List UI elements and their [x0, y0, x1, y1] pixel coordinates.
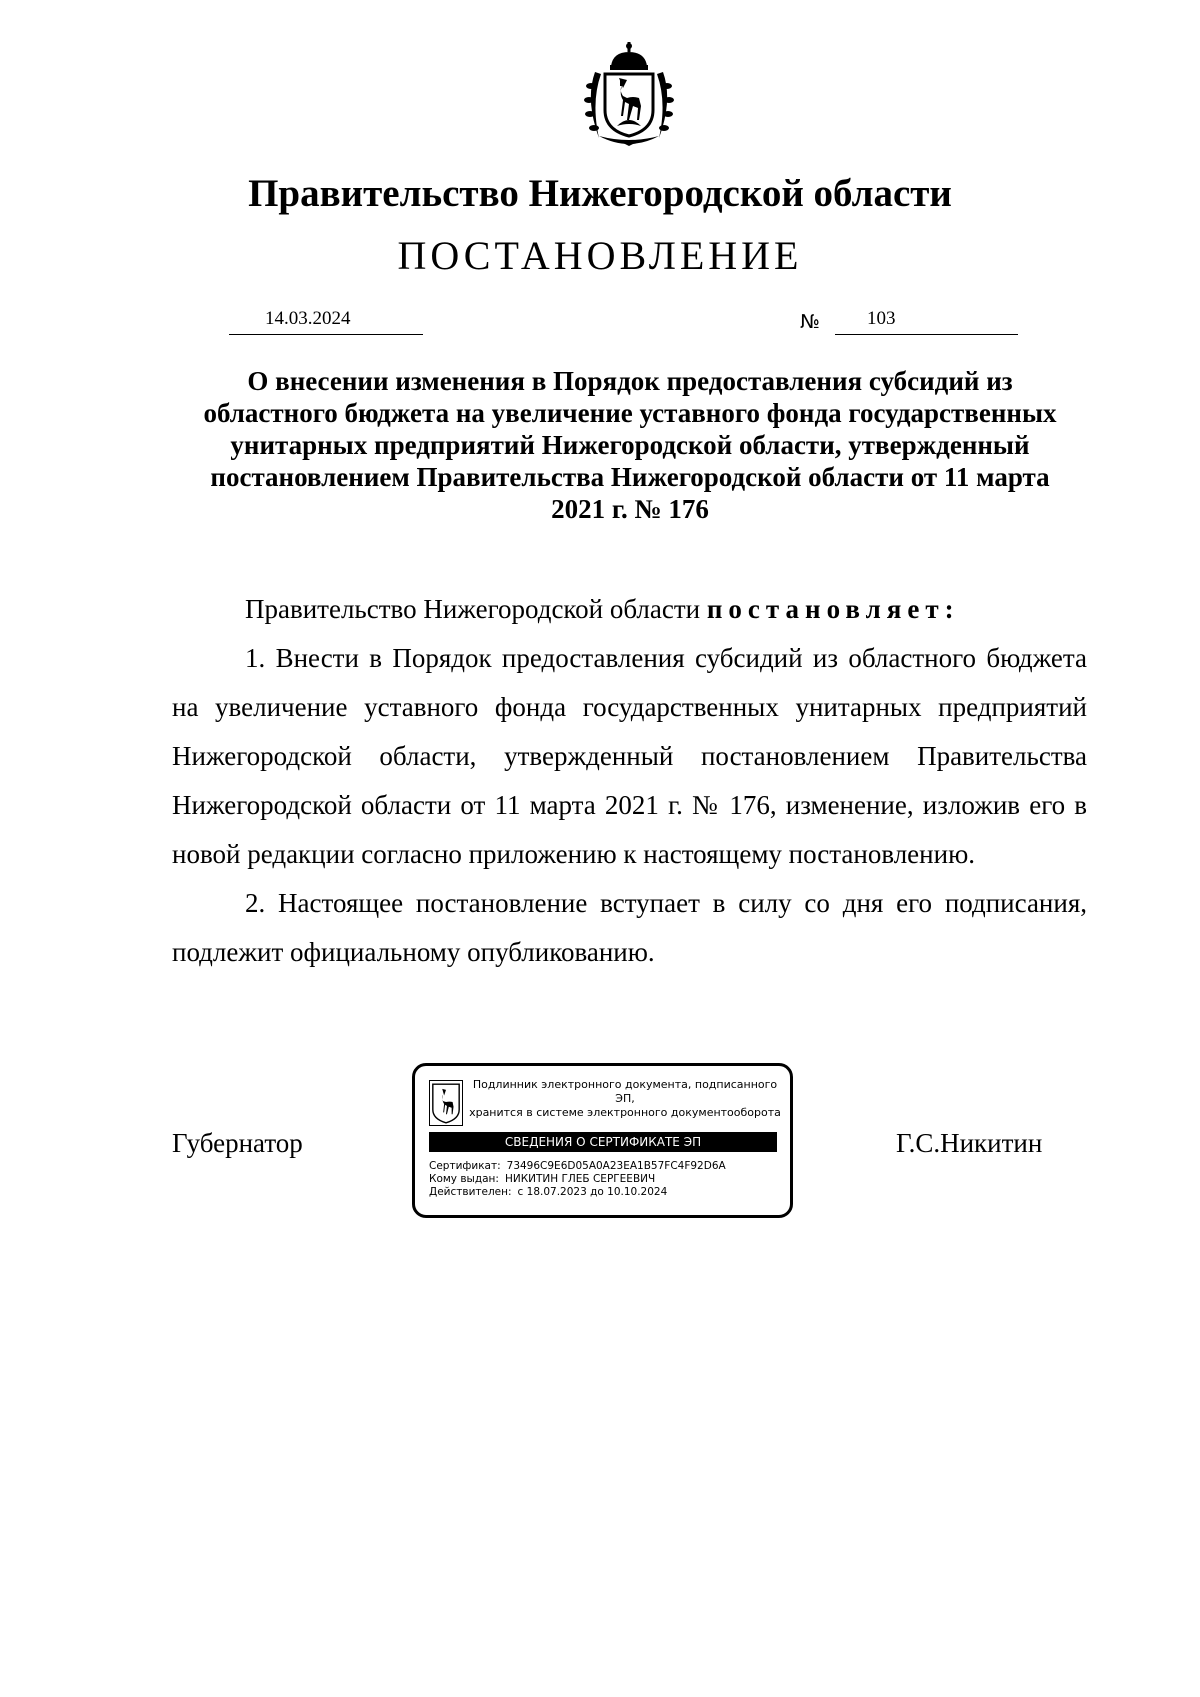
- coat-of-arms-emblem: [577, 40, 681, 148]
- deer-emblem-icon: [429, 1080, 463, 1126]
- signatory-position: Губернатор: [172, 1128, 303, 1158]
- stamp-note-line-1: Подлинник электронного документа, подписанного ЭП,: [472, 1078, 778, 1105]
- certificate-row: [429, 1160, 726, 1173]
- number-label: №: [800, 311, 820, 333]
- certificate-value: 73496C9E6D05A0A23EA1B57FC4F92D6A: [506, 1160, 726, 1172]
- stamp-note: [469, 1078, 781, 1120]
- document-subject: О внесении изменения в Порядок предоставления субсидий из областного бюджета на увеличение уставного фонда государственных унитарных предприятий Нижегородской области, утвержденный постановлением Правительства Нижегородской области от 11 марта 2021 г. № 176: [203, 366, 1057, 524]
- certificate-label: Сертификат:: [429, 1160, 501, 1172]
- stamp-note-line-2: хранится в системе электронного документооборота: [469, 1106, 781, 1119]
- certificate-details: [429, 1160, 726, 1199]
- issued-to-value: НИКИТИН ГЛЕБ СЕРГЕЕВИЧ: [504, 1173, 656, 1185]
- organization-title: Правительство Нижегородской области: [248, 172, 952, 215]
- document-body: [172, 585, 1087, 977]
- document-date: 14.03.2024: [265, 308, 351, 329]
- preamble-text: Правительство Нижегородской области: [245, 594, 701, 624]
- certificate-info-bar: СВЕДЕНИЯ О СЕРТИФИКАТЕ ЭП: [429, 1132, 777, 1152]
- issued-to-row: [429, 1173, 726, 1186]
- document-number-field: [835, 306, 1018, 335]
- body-paragraph-1: 1. Внести в Порядок предоставления субсидий из областного бюджета на увеличение уставного фонда государственных унитарных предприятий Нижегородской области, утвержденный постановлением Правительства Нижегородской области от 11 марта 2021 г. № 176, изменение, изложив его в новой редакции согласно приложению к настоящему постановлению.: [172, 643, 1087, 869]
- preamble-emphasis: постановляет:: [706, 594, 960, 624]
- signatory-name: Г.С.Никитин: [896, 1128, 1043, 1158]
- validity-row: [429, 1186, 726, 1199]
- document-number: 103: [867, 308, 896, 329]
- validity-label: Действителен:: [429, 1186, 512, 1198]
- document-date-field: [229, 306, 423, 335]
- body-paragraph-2: 2. Настоящее постановление вступает в силу со дня его подписания, подлежит официальному опубликованию.: [172, 888, 1087, 967]
- electronic-signature-stamp: [412, 1063, 793, 1218]
- validity-value: с 18.07.2023 до 10.10.2024: [517, 1186, 668, 1198]
- preamble-paragraph: [172, 585, 1087, 634]
- issued-to-label: Кому выдан:: [429, 1173, 499, 1185]
- document-type: ПОСТАНОВЛЕНИЕ: [397, 233, 803, 278]
